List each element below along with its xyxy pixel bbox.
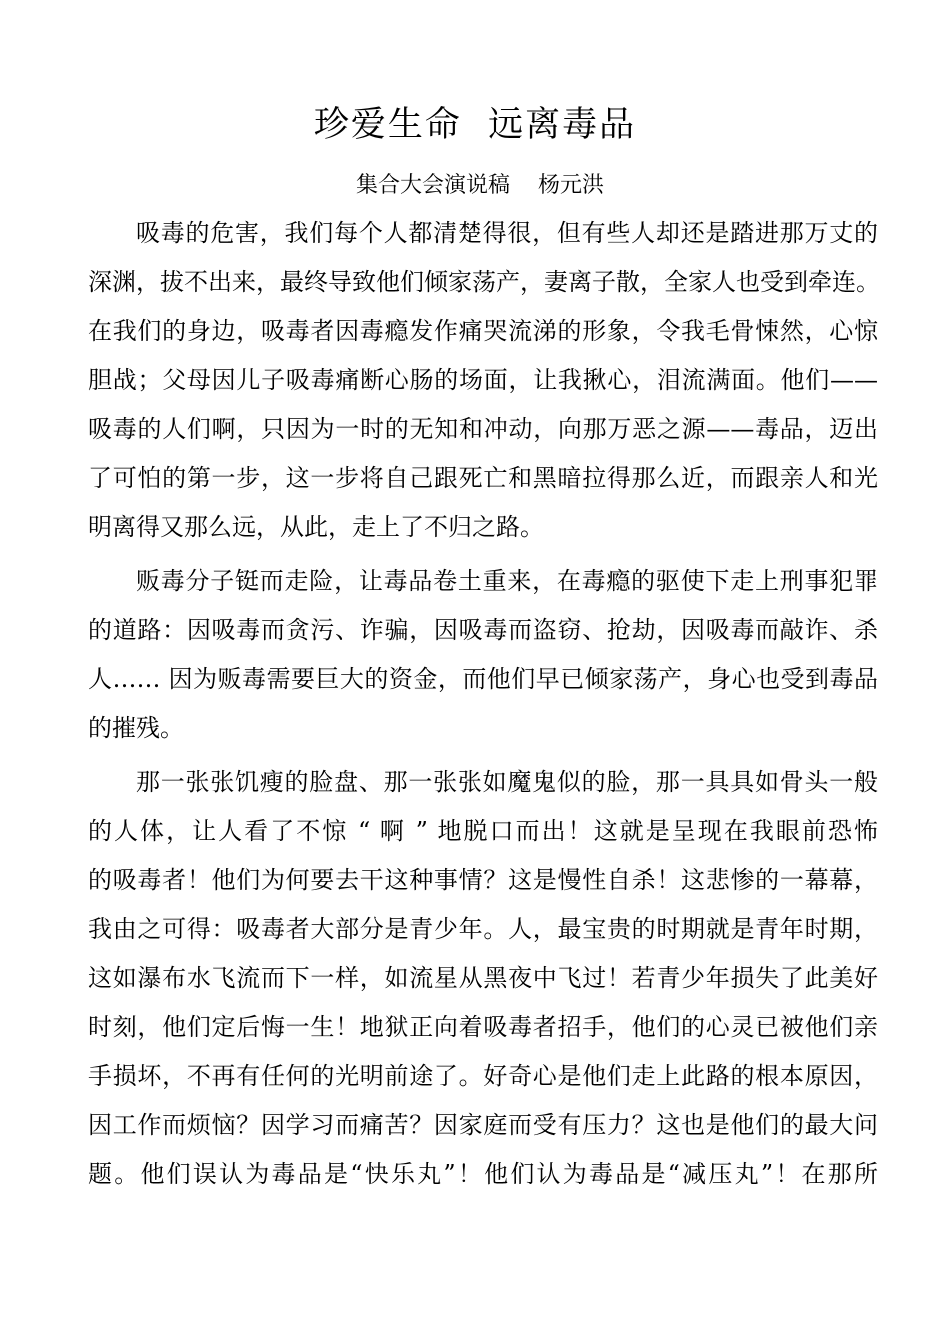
paragraph-2-line-2: 的道路：因吸毒而贪污、诈骗，因吸毒而盗窃、抢劫，因吸毒而敲诈、杀 (88, 616, 878, 644)
paragraph-1-line-2: 深渊，拔不出来，最终导致他们倾家荡产，妻离子散，全家人也受到牵连。 (88, 268, 880, 296)
paragraph-1-line-6: 了可怕的第一步，这一步将自己跟死亡和黑暗拉得那么近，而跟亲人和光 (88, 464, 878, 492)
paragraph-3-line-8: 因工作而烦恼？因学习而痛苦？因家庭而受有压力？这也是他们的最大问 (88, 1111, 878, 1139)
paragraph-2-line-4: 的摧残。 (88, 714, 184, 742)
paragraph-2-line-1: 贩毒分子铤而走险，让毒品卷土重来，在毒瘾的驱使下走上刑事犯罪 (136, 567, 878, 595)
paragraph-1-line-7: 明离得又那么远，从此，走上了不归之路。 (88, 513, 544, 541)
paragraph-3-line-2: 的人体，让人看了不惊 “ 啊 ” 地脱口而出！这就是呈现在我眼前恐怖 (88, 817, 878, 845)
document-title: 珍爱生命 远离毒品 (313, 105, 637, 145)
paragraph-3-line-3: 的吸毒者！他们为何要去干这种事情？这是慢性自杀！这悲惨的一幕幕， (88, 866, 878, 894)
paragraph-3-line-9: 题。他们误认为毒品是“快乐丸”！他们认为毒品是“减压丸”！在那所 (88, 1160, 878, 1188)
paragraph-3-line-7: 手损坏，不再有任何的光明前途了。好奇心是他们走上此路的根本原因， (88, 1062, 878, 1090)
paragraph-3-line-5: 这如瀑布水飞流而下一样，如流星从黑夜中飞过！若青少年损失了此美好 (88, 964, 878, 992)
paragraph-3-line-4: 我由之可得：吸毒者大部分是青少年。人，最宝贵的时期就是青年时期， (88, 915, 878, 943)
paragraph-3-line-6: 时刻，他们定后悔一生！地狱正向着吸毒者招手，他们的心灵已被他们亲 (88, 1013, 878, 1041)
paragraph-2-line-3: 人…… 因为贩毒需要巨大的资金，而他们早已倾家荡产，身心也受到毒品 (88, 665, 878, 693)
paragraph-1-line-1: 吸毒的危害，我们每个人都清楚得很，但有些人却还是踏进那万丈的 (136, 219, 878, 247)
paragraph-1-line-4: 胆战；父母因儿子吸毒痛断心肠的场面，让我揪心，泪流满面。他们—— (88, 366, 878, 394)
paragraph-3-line-1: 那一张张饥瘦的脸盘、那一张张如魔鬼似的脸，那一具具如骨头一般 (136, 768, 878, 796)
document-subtitle: 集合大会演说稿 杨元洪 (356, 173, 604, 198)
paragraph-1-line-3: 在我们的身边，吸毒者因毒瘾发作痛哭流涕的形象，令我毛骨悚然，心惊 (88, 317, 878, 345)
paragraph-1-line-5: 吸毒的人们啊，只因为一时的无知和冲动，向那万恶之源——毒品，迈出 (88, 415, 878, 443)
